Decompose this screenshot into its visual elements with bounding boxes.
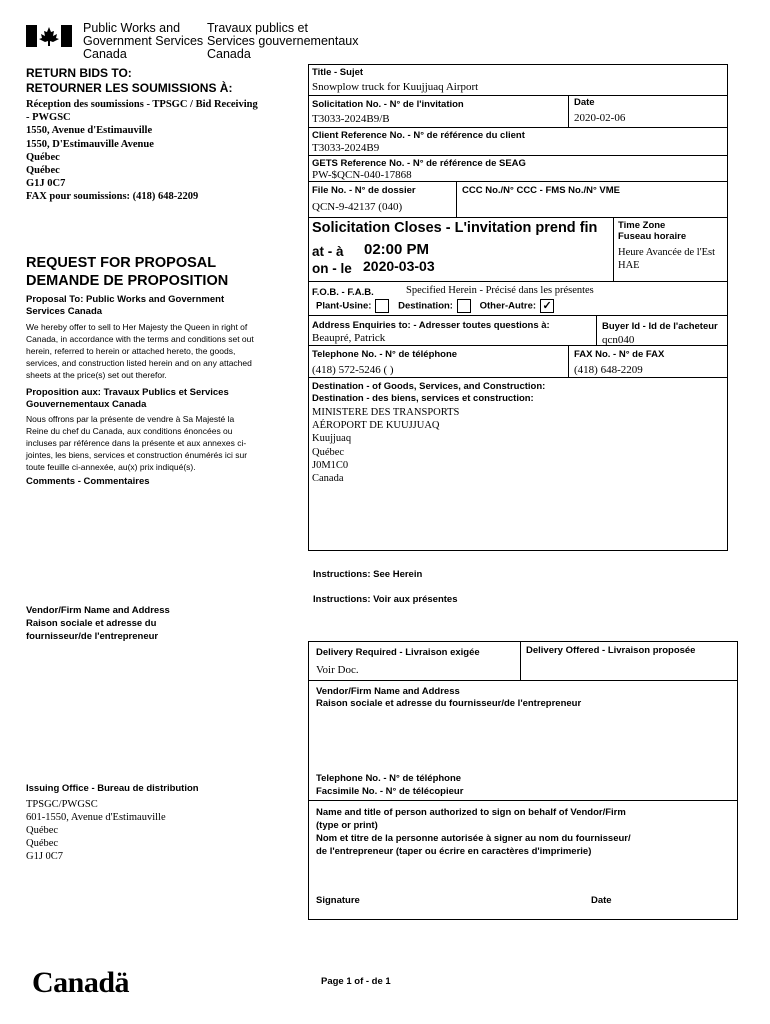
address-line: Réception des soumissions - TPSGC / Bid Receiving (26, 99, 258, 110)
closing-time-value: 02:00 PM (364, 241, 430, 258)
divider (308, 315, 728, 316)
dept-fr-line: Canada (207, 47, 251, 61)
divider (308, 155, 728, 156)
issuing-line: G1J 0C7 (26, 851, 64, 862)
divider (308, 800, 738, 801)
destination-line: Québec (312, 446, 345, 458)
vendor-telephone-label: Telephone No. - N° de téléphone (316, 773, 462, 784)
issuing-line: Québec (26, 825, 59, 836)
dept-en-line: Canada (83, 47, 127, 61)
date-label: Date (574, 97, 595, 108)
signature-date-label: Date (591, 895, 612, 906)
divider (520, 641, 521, 680)
department-name-en (83, 22, 203, 61)
address-line: 1550, Avenue d'Estimauville (26, 125, 153, 137)
proposal-to-label: Proposal To: Public Works and Government Services Canada (26, 294, 225, 317)
tel-fax-label (316, 772, 463, 798)
closing-time-label: at - à (312, 244, 344, 259)
address-enquiries-value: Beaupré, Patrick (312, 332, 386, 344)
date-value: 2020-02-06 (574, 112, 626, 124)
time-zone-value: Heure Avancée de l'Est HAE (618, 247, 716, 271)
divider (308, 217, 728, 218)
vendor-label-line: Raison sociale et adresse du (26, 618, 157, 629)
destination-checkbox[interactable] (457, 299, 471, 313)
time-zone-label-fr: Fuseau horaire (618, 231, 687, 242)
fob-label: F.O.B. - F.A.B. (312, 287, 374, 298)
address-line: G1J 0C7 (26, 178, 66, 190)
divider (308, 181, 728, 182)
solicitation-closes-title: Solicitation Closes - L'invitation prend fin (312, 220, 598, 236)
vendor-firm-label-left (26, 604, 170, 643)
proposal-to-text: We hereby offer to sell to Her Majesty the Queen in right of Canada, in accordance with the terms and conditions set out herein, referred to herein or attached hereto, the goods, services, and construction listed herein and on any attached sheets at the price(s) set out therefor. (26, 322, 254, 380)
fax-label: FAX No. - N° de FAX (574, 349, 665, 360)
delivery-required-value: Voir Doc. (316, 664, 359, 676)
vendor-firm-label-fr: Raison sociale et adresse du fournisseur/de l'entrepreneur (316, 698, 582, 709)
delivery-offered-label: Delivery Offered - Livraison proposée (526, 645, 696, 656)
destination-label-en: Destination - of Goods, Services, and Construction: (312, 381, 546, 392)
fax-value: (418) 648-2209 (574, 364, 643, 376)
client-reference-value: T3033-2024B9 (312, 142, 380, 154)
dept-fr-line: Services gouvernementaux (207, 34, 359, 48)
issuing-line: Québec (26, 838, 59, 849)
canada-wordmark: Canadä (32, 966, 130, 999)
divider (568, 345, 569, 377)
auth-line: (type or print) (316, 820, 378, 831)
address-line: FAX pour soumissions: (418) 648-2209 (26, 191, 199, 203)
auth-line: de l'entrepreneur (taper ou écrire en caractères d'imprimerie) (316, 846, 592, 857)
other-autre-label: Other-Autre: (479, 300, 537, 312)
instructions-fr: Instructions: Voir aux présentes (313, 594, 458, 605)
vendor-facsimile-label: Facsimile No. - N° de télécopieur (316, 786, 464, 797)
ccc-number-label: CCC No./N° CCC - FMS No./N° VME (462, 185, 621, 196)
divider (568, 95, 569, 127)
client-reference-label: Client Reference No. - N° de référence du client (312, 130, 525, 141)
destination-line: MINISTERE DES TRANSPORTS (312, 407, 460, 418)
time-zone-label (618, 220, 686, 242)
address-line: - PWGSC (26, 112, 71, 124)
destination-label-block (312, 381, 545, 405)
rfp-title (26, 254, 228, 290)
solicitation-value: T3033-2024B9/B (312, 113, 390, 125)
other-autre-checkbox[interactable]: ✓ (540, 299, 554, 313)
gets-reference-label: GETS Reference No. - N° de référence de SEAG (312, 158, 526, 169)
auth-line: Name and title of person authorized to sign on behalf of Vendor/Firm (316, 807, 626, 818)
time-zone-label-en: Time Zone (618, 220, 666, 231)
closing-date-value: 2020-03-03 (363, 258, 435, 274)
telephone-label: Telephone No. - N° de téléphone (312, 349, 458, 360)
dept-fr-line: Travaux publics et (207, 21, 308, 35)
fob-options (316, 299, 560, 313)
return-bids-title-en: RETURN BIDS TO: (26, 66, 132, 80)
vendor-firm-label (316, 686, 581, 710)
destination-line: Canada (312, 473, 344, 485)
destination-label: Destination: (398, 300, 453, 312)
destination-line: AÉROPORT DE KUUJJUAQ (312, 420, 440, 432)
proposition-label: Proposition aux: Travaux Publics et Services Gouvernementaux Canada (26, 387, 229, 410)
issuing-line: TPSGC/PWGSC (26, 799, 98, 810)
issuing-line: 601-1550, Avenue d'Estimauville (26, 812, 166, 823)
destination-line: Kuujjuaq (312, 433, 352, 445)
dept-en-line: Government Services (83, 34, 204, 48)
auth-line: Nom et titre de la personne autorisée à signer au nom du fournisseur/ (316, 833, 631, 844)
address-line: Québec (26, 165, 60, 177)
fob-value: Specified Herein - Précisé dans les présentes (406, 285, 594, 296)
buyer-id-label: Buyer Id - Id de l'acheteur (602, 321, 718, 332)
file-number-label: File No. - N° de dossier (312, 185, 416, 196)
department-name-fr (207, 22, 358, 61)
address-line: Québec (26, 151, 60, 163)
divider (596, 315, 597, 345)
address-line: 1550, D'Estimauville Avenue (26, 138, 154, 150)
signature-label: Signature (316, 895, 360, 906)
instructions-en: Instructions: See Herein (313, 569, 423, 580)
title-label: Title - Sujet (312, 67, 364, 78)
vendor-label-line: Vendor/Firm Name and Address (26, 605, 170, 616)
delivery-required-label: Delivery Required - Livraison exigée (316, 647, 480, 658)
return-bids-address (26, 98, 296, 204)
vendor-firm-label-en: Vendor/Firm Name and Address (316, 686, 460, 697)
vendor-label-line: fournisseur/de l'entrepreneur (26, 631, 159, 642)
issuing-office-address (26, 798, 166, 863)
address-enquiries-label: Address Enquiries to: - Adresser toutes questions à: (312, 320, 550, 331)
divider (613, 217, 614, 281)
divider (308, 377, 728, 378)
divider (308, 680, 738, 681)
title-value: Snowplow truck for Kuujjuaq Airport (312, 81, 479, 93)
divider (308, 345, 728, 346)
telephone-value: (418) 572-5246 ( ) (312, 364, 394, 376)
divider (456, 181, 457, 217)
rfp-title-en: REQUEST FOR PROPOSAL (26, 255, 217, 271)
solicitation-label: Solicitation No. - N° de l'invitation (312, 99, 464, 110)
destination-line: J0M1C0 (312, 459, 349, 471)
plant-usine-label: Plant-Usine: (316, 300, 372, 312)
authorized-person-label (316, 806, 631, 858)
file-number-value: QCN-9-42137 (040) (312, 201, 403, 213)
dept-en-line: Public Works and (83, 21, 181, 35)
return-bids-title (26, 66, 232, 96)
buyer-id-value: qcn040 (602, 334, 635, 345)
divider (308, 127, 728, 128)
issuing-office-label: Issuing Office - Bureau de distribution (26, 783, 199, 794)
proposition-text: Nous offrons par la présente de vendre à Sa Majesté la Reine du chef du Canada, aux conditions énoncées ou incluses par référence dans la présente et aux annexes ci-jointes, les biens, services et construction énumérés ici sur toute feuille ci-annexée, au(x) prix indiqué(s). (26, 414, 248, 472)
comments-label: Comments - Commentaires (26, 476, 150, 487)
return-bids-title-fr: RETOURNER LES SOUMISSIONS À: (26, 81, 233, 95)
plant-usine-checkbox[interactable] (375, 299, 389, 313)
canada-flag-logo (26, 25, 72, 47)
destination-address (312, 406, 459, 485)
rfp-title-fr: DEMANDE DE PROPOSITION (26, 273, 229, 289)
closing-date-label: on - le (312, 261, 352, 276)
divider (308, 281, 728, 282)
page-number: Page 1 of - de 1 (321, 976, 391, 987)
divider (308, 95, 728, 96)
destination-label-fr: Destination - des biens, services et construction: (312, 393, 534, 404)
gets-reference-value: PW-$QCN-040-17868 (312, 169, 412, 181)
